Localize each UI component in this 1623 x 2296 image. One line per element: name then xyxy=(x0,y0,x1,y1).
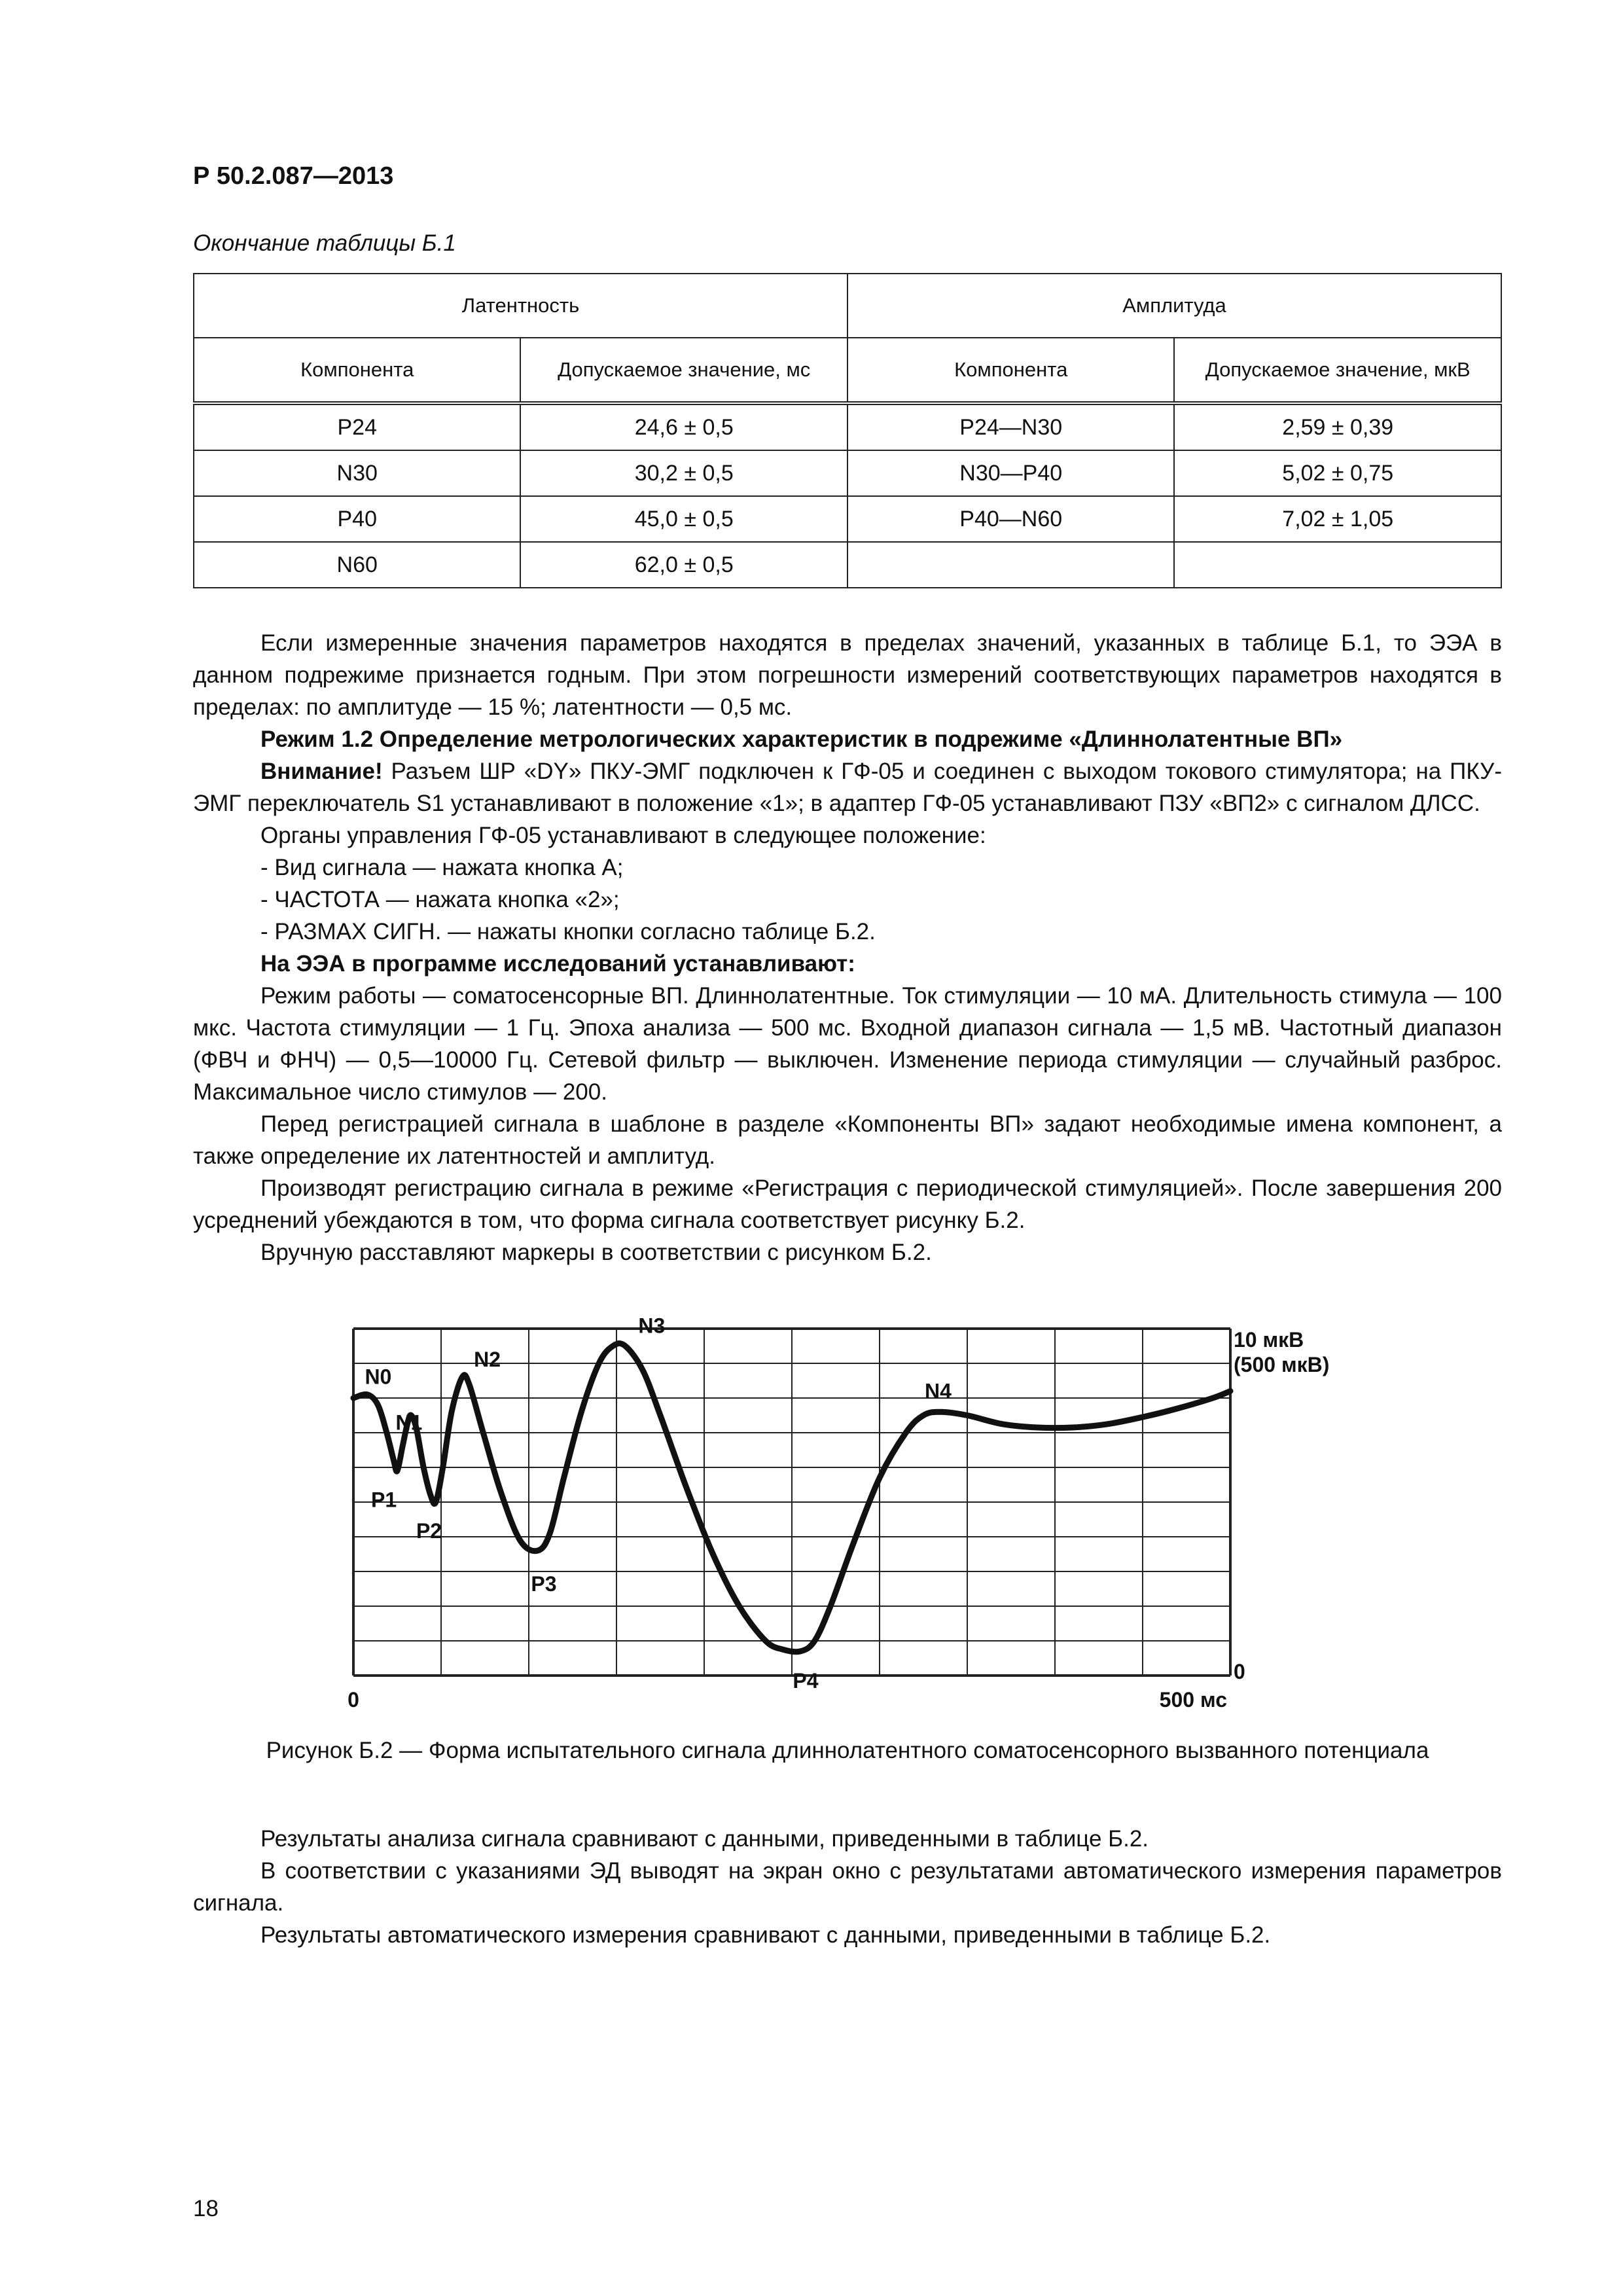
mode-heading: Режим 1.2 Определение метрологических характеристик в подрежиме «Длиннолатентные ВП» xyxy=(260,726,1343,752)
paragraph: Если измеренные значения параметров находятся в пределах значений, указанных в таблице Б.1, то ЭЭА в данном подрежиме признается годным. При этом погрешности измерений соответствующих параметров находятся в пределах: по амплитуде — 15 %; латентности — 0,5 мс. xyxy=(193,630,1502,720)
table-cell: P40—N60 xyxy=(847,496,1174,542)
attention-paragraph xyxy=(193,755,1502,819)
marker-label-n4: N4 xyxy=(925,1379,952,1403)
table-cell: 2,59 ± 0,39 xyxy=(1174,403,1501,450)
marker-label-p4: P4 xyxy=(793,1668,819,1693)
table-cell: P24 xyxy=(194,403,520,450)
marker-label-p1: P1 xyxy=(371,1488,397,1512)
table-cell: N30 xyxy=(194,450,520,496)
paragraph: В соответствии с указаниями ЭД выводят на экран окно с результатами автоматического измерения параметров сигнала. xyxy=(193,1858,1502,1916)
column-header: Допускаемое значение, мкВ xyxy=(1174,338,1501,403)
table-cell: 30,2 ± 0,5 xyxy=(520,450,847,496)
page-number: 18 xyxy=(193,2196,219,2221)
list-item: - РАЗМАХ СИГН. — нажаты кнопки согласно таблице Б.2. xyxy=(260,919,876,944)
y-top-label-1: 10 мкВ xyxy=(1234,1328,1304,1352)
attention-label: Внимание! xyxy=(260,759,383,784)
column-header: Компонента xyxy=(194,338,520,403)
figure-caption: Рисунок Б.2 — Форма испытательного сигнала длиннолатентного соматосенсорного вызванного потенциала xyxy=(266,1738,1429,1763)
paragraph: Режим работы — соматосенсорные ВП. Длиннолатентные. Ток стимуляции — 10 мА. Длительность стимула — 100 мкс. Частота стимуляции — 1 Гц. Эпоха анализа — 500 мс. Входной диапазон сигнала — 1,5 мВ. Частотный диапазон (ФВЧ и ФНЧ) — 0,5—10000 Гц. Сетевой фильтр — выключен. Изменение периода стимуляции — случайный разброс. Максимальное число стимулов — 200. xyxy=(193,983,1502,1105)
table-cell: N60 xyxy=(194,542,520,588)
marker-label-n1: N1 xyxy=(395,1410,423,1435)
table-row xyxy=(194,496,1501,542)
paragraph: Результаты анализа сигнала сравнивают с данными, приведенными в таблице Б.2. xyxy=(260,1826,1149,1852)
table-cell: P40 xyxy=(194,496,520,542)
table-cell: P24—N30 xyxy=(847,403,1174,450)
tolerance-table xyxy=(193,273,1502,588)
table-cell: N30—P40 xyxy=(847,450,1174,496)
table-caption: Окончание таблицы Б.1 xyxy=(193,230,456,256)
table-cell: 5,02 ± 0,75 xyxy=(1174,450,1501,496)
list-item: - Вид сигнала — нажата кнопка А; xyxy=(260,855,624,880)
table-cell: 45,0 ± 0,5 xyxy=(520,496,847,542)
table-row xyxy=(194,403,1501,450)
paragraph: Органы управления ГФ-05 устанавливают в следующее положение: xyxy=(260,823,986,848)
list-item: - ЧАСТОТА — нажата кнопка «2»; xyxy=(260,887,620,912)
table-cell xyxy=(1174,542,1501,588)
x-left-label: 0 xyxy=(348,1688,359,1712)
table-cell: 7,02 ± 1,05 xyxy=(1174,496,1501,542)
table-cell: 62,0 ± 0,5 xyxy=(520,542,847,588)
table-row xyxy=(194,450,1501,496)
plot-grid xyxy=(353,1329,1230,1676)
group-header-latency: Латентность xyxy=(194,274,847,338)
program-heading: На ЭЭА в программе исследований устанавливают: xyxy=(260,951,855,977)
column-header: Допускаемое значение, мс xyxy=(520,338,847,403)
paragraph: Результаты автоматического измерения сравнивают с данными, приведенными в таблице Б.2. xyxy=(260,1922,1271,1948)
group-header-amplitude: Амплитуда xyxy=(847,274,1501,338)
body-text-block-2 xyxy=(193,1823,1502,1951)
y-bottom-label: 0 xyxy=(1234,1660,1245,1683)
marker-label-n2: N2 xyxy=(474,1348,501,1372)
signal-figure xyxy=(314,1309,1440,1728)
paragraph: Вручную расставляют маркеры в соответствии с рисунком Б.2. xyxy=(260,1240,932,1265)
y-top-label-2: (500 мкВ) xyxy=(1234,1353,1330,1376)
table-column-header-row xyxy=(194,338,1501,403)
marker-label-n3: N3 xyxy=(638,1314,666,1338)
table-row xyxy=(194,542,1501,588)
marker-label-p2: P2 xyxy=(416,1519,442,1543)
marker-labels xyxy=(365,1314,952,1693)
column-header: Компонента xyxy=(847,338,1174,403)
body-text-block-1 xyxy=(193,627,1502,1268)
marker-label-p3: P3 xyxy=(531,1572,557,1596)
table-cell xyxy=(847,542,1174,588)
marker-label-n0: N0 xyxy=(365,1365,392,1389)
page-header: Р 50.2.087—2013 xyxy=(193,162,394,190)
paragraph: Перед регистрацией сигнала в шаблоне в разделе «Компоненты ВП» задают необходимые имена компонент, а также определение их латентностей и амплитуд. xyxy=(193,1111,1502,1169)
paragraph: Производят регистрацию сигнала в режиме «Регистрация с периодической стимуляцией». После завершения 200 усреднений убеждаются в том, что форма сигнала соответствует рисунку Б.2. xyxy=(193,1175,1502,1233)
table-cell: 24,6 ± 0,5 xyxy=(520,403,847,450)
x-right-label: 500 мс xyxy=(1159,1688,1227,1712)
signal-plot xyxy=(314,1309,1440,1728)
attention-text: Разъем ШР «DY» ПКУ-ЭМГ подключен к ГФ-05 и соединен с выходом токового стимулятора; на ПКУ-ЭМГ переключатель S1 устанавливают в положение «1»; в адаптер ГФ-05 устанавливают ПЗУ «ВП2» с сигналом ДЛСС. xyxy=(193,759,1502,816)
table-group-header-row xyxy=(194,274,1501,338)
